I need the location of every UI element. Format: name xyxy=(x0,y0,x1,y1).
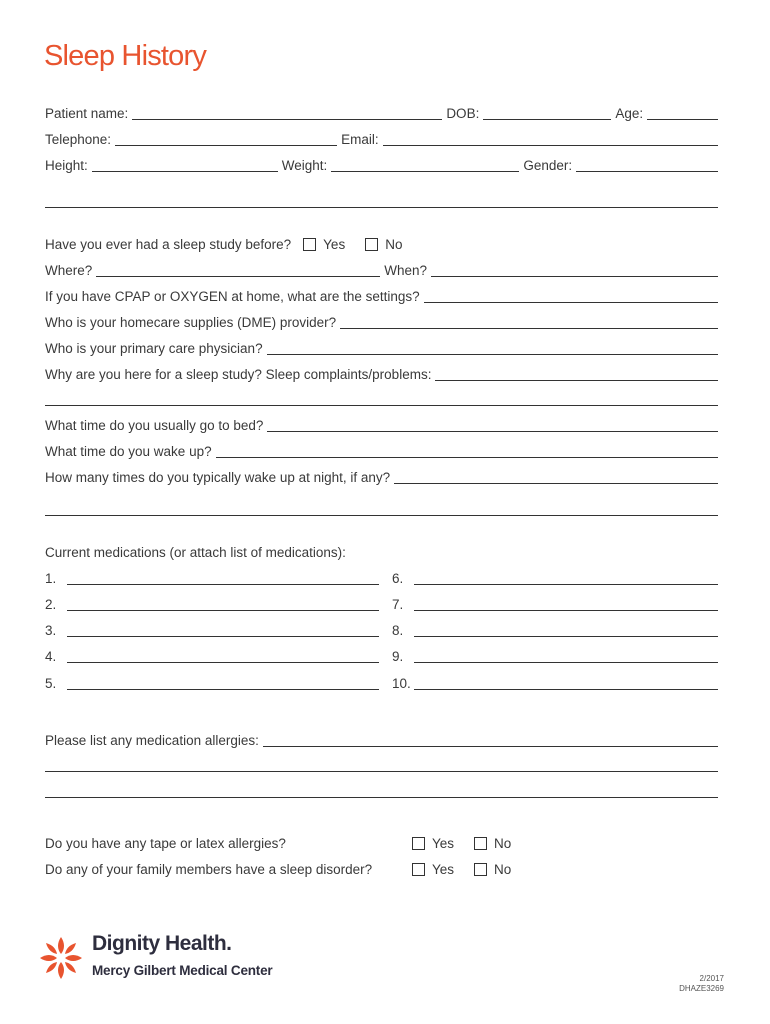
medication-allergies-label: Please list any medication allergies: xyxy=(45,733,259,748)
medication-allergies-extra-line[interactable] xyxy=(45,797,718,798)
medication-field-9[interactable] xyxy=(392,645,718,665)
family-sleep-disorder-question: Do any of your family members have a sleep disorder? xyxy=(45,862,373,877)
cpap-field[interactable] xyxy=(424,287,718,303)
email-field[interactable] xyxy=(383,130,718,146)
medication-number: 8. xyxy=(392,623,404,638)
medication-number: 7. xyxy=(392,597,404,612)
medications-heading: Current medications (or attach list of medications): xyxy=(45,545,346,560)
latex-allergy-question: Do you have any tape or latex allergies? xyxy=(45,836,286,851)
form-doc-code: DHAZE3269 xyxy=(679,984,724,993)
when-label: When? xyxy=(384,263,428,278)
divider-line xyxy=(45,207,718,208)
medication-line[interactable] xyxy=(414,674,718,690)
medication-allergies-row xyxy=(45,729,718,749)
latex-no-checkbox[interactable] xyxy=(474,837,487,850)
where-field[interactable] xyxy=(96,261,380,277)
family-no-option[interactable] xyxy=(474,862,511,878)
sleep-study-row xyxy=(45,233,718,253)
medication-number: 3. xyxy=(45,623,57,638)
why-field[interactable] xyxy=(435,365,718,381)
medications-heading-row xyxy=(45,541,718,561)
dignity-health-logo-icon xyxy=(36,933,86,983)
latex-allergy-row xyxy=(45,832,718,852)
sleep-study-question: Have you ever had a sleep study before? xyxy=(45,237,292,252)
medication-number: 2. xyxy=(45,597,57,612)
family-no-label: No xyxy=(494,862,512,877)
age-label: Age: xyxy=(615,106,644,121)
family-no-checkbox[interactable] xyxy=(474,863,487,876)
age-field[interactable] xyxy=(647,104,718,120)
patient-row xyxy=(45,102,718,122)
bedtime-field[interactable] xyxy=(267,416,718,432)
height-label: Height: xyxy=(45,158,88,173)
latex-no-label: No xyxy=(494,836,512,851)
medication-field-7[interactable] xyxy=(392,593,718,613)
dme-label: Who is your homecare supplies (DME) provider? xyxy=(45,315,337,330)
medication-line[interactable] xyxy=(67,647,379,663)
dme-row xyxy=(45,311,718,331)
gender-field[interactable] xyxy=(576,156,718,172)
form-code xyxy=(679,974,724,994)
medication-number: 4. xyxy=(45,649,57,664)
sleep-study-yes-label: Yes xyxy=(323,237,346,252)
form-date-code: 2/2017 xyxy=(699,974,724,983)
dob-label: DOB: xyxy=(446,106,480,121)
email-label: Email: xyxy=(341,132,379,147)
medication-field-4[interactable] xyxy=(45,645,379,665)
dme-field[interactable] xyxy=(340,313,718,329)
body-row xyxy=(45,154,718,174)
medication-field-3[interactable] xyxy=(45,619,379,639)
medication-number: 9. xyxy=(392,649,404,664)
medication-line[interactable] xyxy=(67,674,379,690)
medication-line[interactable] xyxy=(414,595,718,611)
wakeups-label: How many times do you typically wake up at night, if any? xyxy=(45,470,391,485)
bedtime-row xyxy=(45,414,718,434)
pcp-row xyxy=(45,337,718,357)
family-yes-checkbox[interactable] xyxy=(412,863,425,876)
why-field-extra-line[interactable] xyxy=(45,405,718,406)
family-yes-label: Yes xyxy=(432,862,455,877)
why-label: Why are you here for a sleep study? Sleep complaints/problems: xyxy=(45,367,432,382)
sleep-study-no-label: No xyxy=(385,237,403,252)
pcp-field[interactable] xyxy=(267,339,718,355)
height-field[interactable] xyxy=(92,156,278,172)
sleep-study-yes-checkbox[interactable] xyxy=(303,238,316,251)
medication-allergies-extra-line[interactable] xyxy=(45,771,718,772)
waketime-field[interactable] xyxy=(216,442,718,458)
waketime-row xyxy=(45,440,718,460)
medication-line[interactable] xyxy=(414,621,718,637)
logo-star-mark xyxy=(40,937,82,979)
medication-allergies-field[interactable] xyxy=(263,731,718,747)
sleep-study-no-option[interactable] xyxy=(365,237,402,253)
sleep-study-yes-option[interactable] xyxy=(303,237,345,253)
brand-name: Dignity Health. xyxy=(92,932,232,955)
latex-yes-option[interactable] xyxy=(412,836,454,852)
medication-line[interactable] xyxy=(67,595,379,611)
medication-field-5[interactable] xyxy=(45,672,379,692)
page-title: Sleep History xyxy=(44,40,207,72)
wakeups-field-extra-line[interactable] xyxy=(45,515,718,516)
medication-field-2[interactable] xyxy=(45,593,379,613)
medication-number: 6. xyxy=(392,571,404,586)
pcp-label: Who is your primary care physician? xyxy=(45,341,263,356)
sleep-study-no-checkbox[interactable] xyxy=(365,238,378,251)
cpap-label: If you have CPAP or OXYGEN at home, what are the settings? xyxy=(45,289,420,304)
medication-field-6[interactable] xyxy=(392,567,718,587)
wakeups-field[interactable] xyxy=(394,468,718,484)
waketime-label: What time do you wake up? xyxy=(45,444,212,459)
cpap-row xyxy=(45,285,718,305)
medication-line[interactable] xyxy=(414,569,718,585)
where-label: Where? xyxy=(45,263,93,278)
patient-name-field[interactable] xyxy=(132,104,442,120)
telephone-field[interactable] xyxy=(115,130,337,146)
medication-field-1[interactable] xyxy=(45,567,379,587)
latex-yes-checkbox[interactable] xyxy=(412,837,425,850)
medication-number: 5. xyxy=(45,676,57,691)
weight-field[interactable] xyxy=(331,156,519,172)
wakeups-row xyxy=(45,466,718,486)
medication-field-10[interactable] xyxy=(392,672,718,692)
medication-line[interactable] xyxy=(67,621,379,637)
weight-label: Weight: xyxy=(281,158,328,173)
when-field[interactable] xyxy=(431,261,718,277)
latex-yes-label: Yes xyxy=(432,836,455,851)
facility-name: Mercy Gilbert Medical Center xyxy=(92,963,273,978)
medication-line[interactable] xyxy=(67,569,379,585)
latex-no-option[interactable] xyxy=(474,836,511,852)
bedtime-label: What time do you usually go to bed? xyxy=(45,418,264,433)
contact-row xyxy=(45,128,718,148)
medication-number: 10. xyxy=(392,676,411,691)
patient-name-label: Patient name: xyxy=(45,106,129,121)
medication-field-8[interactable] xyxy=(392,619,718,639)
medication-line[interactable] xyxy=(414,647,718,663)
dob-field[interactable] xyxy=(483,104,611,120)
telephone-label: Telephone: xyxy=(45,132,112,147)
why-row xyxy=(45,363,718,383)
family-sleep-disorder-row xyxy=(45,858,718,878)
where-when-row xyxy=(45,259,718,279)
medication-number: 1. xyxy=(45,571,57,586)
gender-label: Gender: xyxy=(523,158,573,173)
family-yes-option[interactable] xyxy=(412,862,454,878)
